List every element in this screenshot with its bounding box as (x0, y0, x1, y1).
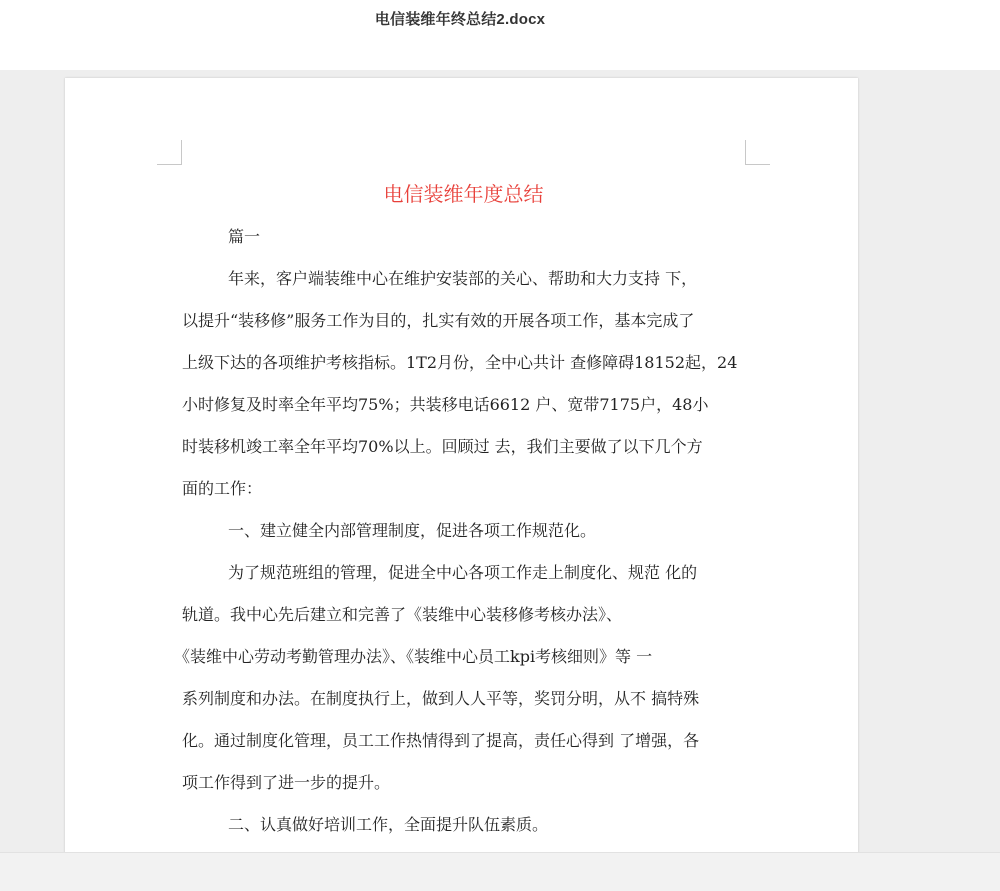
paragraph-line: 为了规范班组的管理，促进全中心各项工作走上制度化、规范 化的 (228, 563, 698, 582)
paragraph-line: 项工作得到了进一步的提升。 (182, 773, 391, 792)
document-page (65, 78, 858, 852)
section-heading: 二、认真做好培训工作，全面提升队伍素质。 (228, 815, 549, 834)
paragraph-line: 小时修复及时率全年平均75%；共装移电话6612 户、宽带7175户，48小 (182, 395, 709, 414)
paragraph-line: 化。通过制度化管理，员工工作热情得到了提高，责任心得到 了增强，各 (182, 731, 700, 750)
margin-corner-mark-right (745, 140, 770, 165)
paragraph-line: 面的工作： (182, 479, 263, 498)
paragraph-line: 系列制度和办法。在制度执行上，做到人人平等，奖罚分明，从不 搞特殊 (182, 689, 700, 708)
document-heading: 电信装维年度总结 (383, 182, 544, 206)
document-viewer[interactable] (0, 70, 1000, 852)
section-heading: 一、建立健全内部管理制度，促进各项工作规范化。 (228, 521, 597, 540)
document-body (174, 223, 748, 852)
paragraph-line: 年来，客户端装维中心在维护安装部的关心、帮助和大力支持 下， (228, 269, 698, 288)
paragraph-line: 以提升“装移修”服务工作为目的，扎实有效的开展各项工作，基本完成了 (182, 311, 695, 330)
margin-corner-mark-left (157, 140, 182, 165)
section-label: 篇一 (228, 227, 261, 246)
paragraph-line: 时装移机竣工率全年平均70%以上。回顾过 去，我们主要做了以下几个方 (182, 437, 703, 456)
document-filename: 电信装维年终总结2.docx (374, 11, 546, 28)
paragraph-line: 上级下达的各项维护考核指标。1T2月份，全中心共计 查修障碍18152起，24 (182, 353, 738, 372)
paragraph-line: 轨道。我中心先后建立和完善了《装维中心装移修考核办法》、 (182, 605, 623, 624)
paragraph-line: 《装维中心劳动考勤管理办法》、《装维中心员工kpi考核细则》等 一 (174, 647, 653, 666)
bottom-bar (0, 852, 1000, 891)
title-bar (0, 0, 1000, 70)
